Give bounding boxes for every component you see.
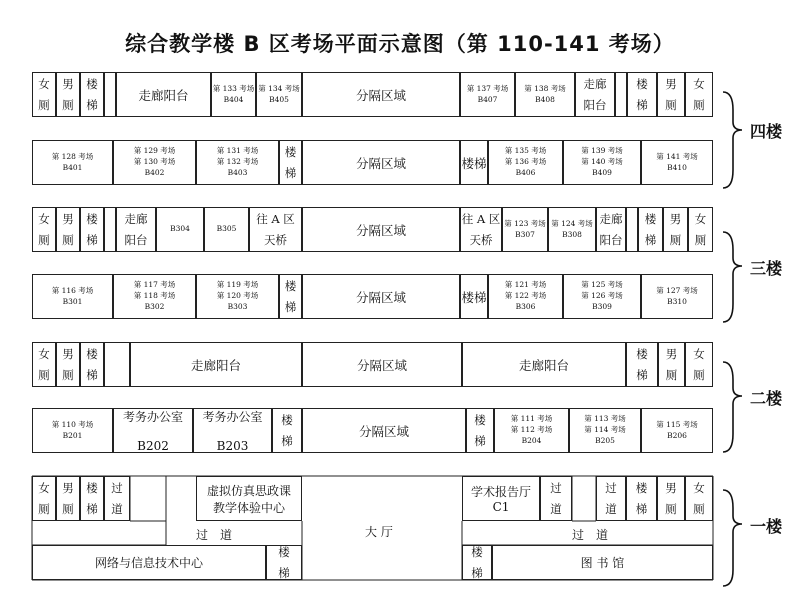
female-restroom-label: 女 厕 [38, 77, 50, 112]
stairs-label: 楼 梯 [86, 212, 98, 247]
female-restroom-label: 女 厕 [694, 212, 707, 247]
vr-education-center-label: 虚拟仿真思政课 教学体验中心 [206, 483, 291, 515]
room-B409-label: 第 139 考场 第 140 考场 B409 [581, 146, 623, 177]
stairs-label: 楼 梯 [284, 279, 297, 314]
floor-label-4: 四楼 [750, 122, 783, 141]
stairs-label: 楼 梯 [471, 545, 483, 580]
passage-label: 过 道 [550, 481, 562, 516]
room-B302-label: 第 117 考场 第 118 考场 B302 [133, 280, 176, 311]
room-B306-label: 第 121 考场 第 122 考场 B306 [504, 280, 547, 311]
library-label: 图 书 馆 [580, 556, 625, 570]
room-B305-label: B305 [216, 224, 237, 234]
female-restroom-label: 女 厕 [38, 347, 50, 382]
stairs-label: 楼 梯 [86, 481, 98, 516]
lecture-hall-c1-label: 学术报告厅 C1 [470, 485, 531, 514]
divider-area-label: 分隔区域 [355, 87, 406, 103]
passage-label: 过 道 [111, 481, 123, 516]
stairs-label: 楼 梯 [284, 145, 297, 180]
divider-area-label: 分隔区域 [358, 423, 409, 439]
room-B205-label: 第 113 考场 第 114 考场 B205 [584, 414, 626, 445]
corridor-passage-left: 过 道 [196, 528, 233, 542]
bridge-to-zone-a-label: 往 A 区 天桥 [256, 212, 295, 247]
male-restroom-label: 男 厕 [62, 481, 74, 516]
corridor-balcony-label: 走廊阳台 [190, 357, 241, 373]
stairs-label: 楼 梯 [86, 347, 98, 382]
room-B405-label: 第 134 考场 B405 [258, 83, 300, 104]
male-restroom-label: 男 厕 [665, 347, 678, 382]
floor-label-3: 三楼 [750, 259, 783, 278]
divider-area-label: 分隔区域 [355, 289, 406, 305]
page-title: 综合教学楼 B 区考场平面示意图（第 110-141 考场） [125, 32, 675, 56]
room-B310-label: 第 127 考场 B310 [656, 285, 698, 306]
room-B406-label: 第 135 考场 第 136 考场 B406 [504, 146, 547, 177]
stairs-label: 楼 梯 [644, 212, 657, 247]
room-B403-label: 第 131 考场 第 132 考场 B403 [216, 146, 259, 177]
stairs-label: 楼 梯 [636, 347, 648, 382]
floor-label-1: 一楼 [750, 517, 783, 536]
room-B309-label: 第 125 考场 第 126 考场 B309 [581, 280, 623, 311]
corridor-balcony-label: 走廊阳台 [518, 357, 569, 373]
stairs-label: 楼 梯 [86, 77, 98, 112]
room-B202-label: 考务办公室 B202 [122, 410, 183, 453]
male-restroom-label: 男 厕 [62, 212, 74, 247]
room-B401-label: 第 128 考场 B401 [51, 151, 94, 172]
male-restroom-label: 男 厕 [665, 481, 677, 516]
stairs-label: 楼梯 [461, 289, 487, 305]
room-B203-label: 考务办公室 B203 [202, 410, 263, 453]
room-B404-label: 第 133 考场 B404 [212, 83, 255, 104]
female-restroom-label: 女 厕 [38, 481, 50, 516]
stairs-label: 楼梯 [461, 155, 487, 171]
room-B407-label: 第 137 考场 B407 [466, 83, 509, 104]
divider-area-label: 分隔区域 [356, 357, 407, 373]
room-B402-label: 第 129 考场 第 130 考场 B402 [133, 146, 176, 177]
stairs-label: 楼 梯 [474, 413, 486, 448]
stairs-label: 楼 梯 [278, 545, 290, 580]
corridor-balcony-label: 走廊阳台 [138, 87, 189, 103]
floor-label-2: 二楼 [750, 389, 783, 408]
female-restroom-label: 女 厕 [693, 347, 705, 382]
passage-label: 过 道 [605, 481, 617, 516]
male-restroom-label: 男 厕 [62, 347, 74, 382]
corridor-passage-right: 过 道 [572, 528, 609, 542]
male-restroom-label: 男 厕 [62, 77, 74, 112]
room-B304-label: B304 [170, 224, 190, 234]
corridor-balcony-label: 走廊 阳台 [583, 77, 607, 112]
female-restroom-label: 女 厕 [693, 77, 705, 112]
stairs-label: 楼 梯 [635, 481, 648, 516]
stairs-label: 楼 梯 [281, 413, 293, 448]
corridor-balcony-label: 走廊 阳台 [124, 212, 148, 247]
bridge-to-zone-a-label: 往 A 区 天桥 [461, 212, 501, 247]
female-restroom-label: 女 厕 [38, 212, 50, 247]
divider-area-label: 分隔区域 [355, 155, 406, 171]
room-B204-label: 第 111 考场 第 112 考场 B204 [510, 414, 553, 445]
stairs-label: 楼 梯 [636, 77, 648, 112]
room-B408-label: 第 138 考场 B408 [524, 83, 566, 104]
lobby: 大 厅 [365, 525, 393, 539]
room-B201-label: 第 110 考场 B201 [51, 419, 94, 440]
network-info-center-label: 网络与信息技术中心 [94, 556, 203, 570]
room-B303-label: 第 119 考场 第 120 考场 B303 [216, 280, 259, 311]
room-B301-label: 第 116 考场 B301 [51, 285, 94, 306]
room-B410-label: 第 141 考场 B410 [656, 151, 698, 172]
room-B206-label: 第 115 考场 B206 [656, 419, 698, 440]
divider-area-label: 分隔区域 [355, 222, 406, 238]
room-B308-label: 第 124 考场 B308 [551, 218, 593, 239]
male-restroom-label: 男 厕 [665, 77, 677, 112]
room-B307-label: 第 123 考场 B307 [504, 218, 546, 239]
male-restroom-label: 男 厕 [669, 212, 682, 247]
corridor-balcony-label: 走廊 阳台 [599, 212, 623, 247]
female-restroom-label: 女 厕 [693, 481, 705, 516]
